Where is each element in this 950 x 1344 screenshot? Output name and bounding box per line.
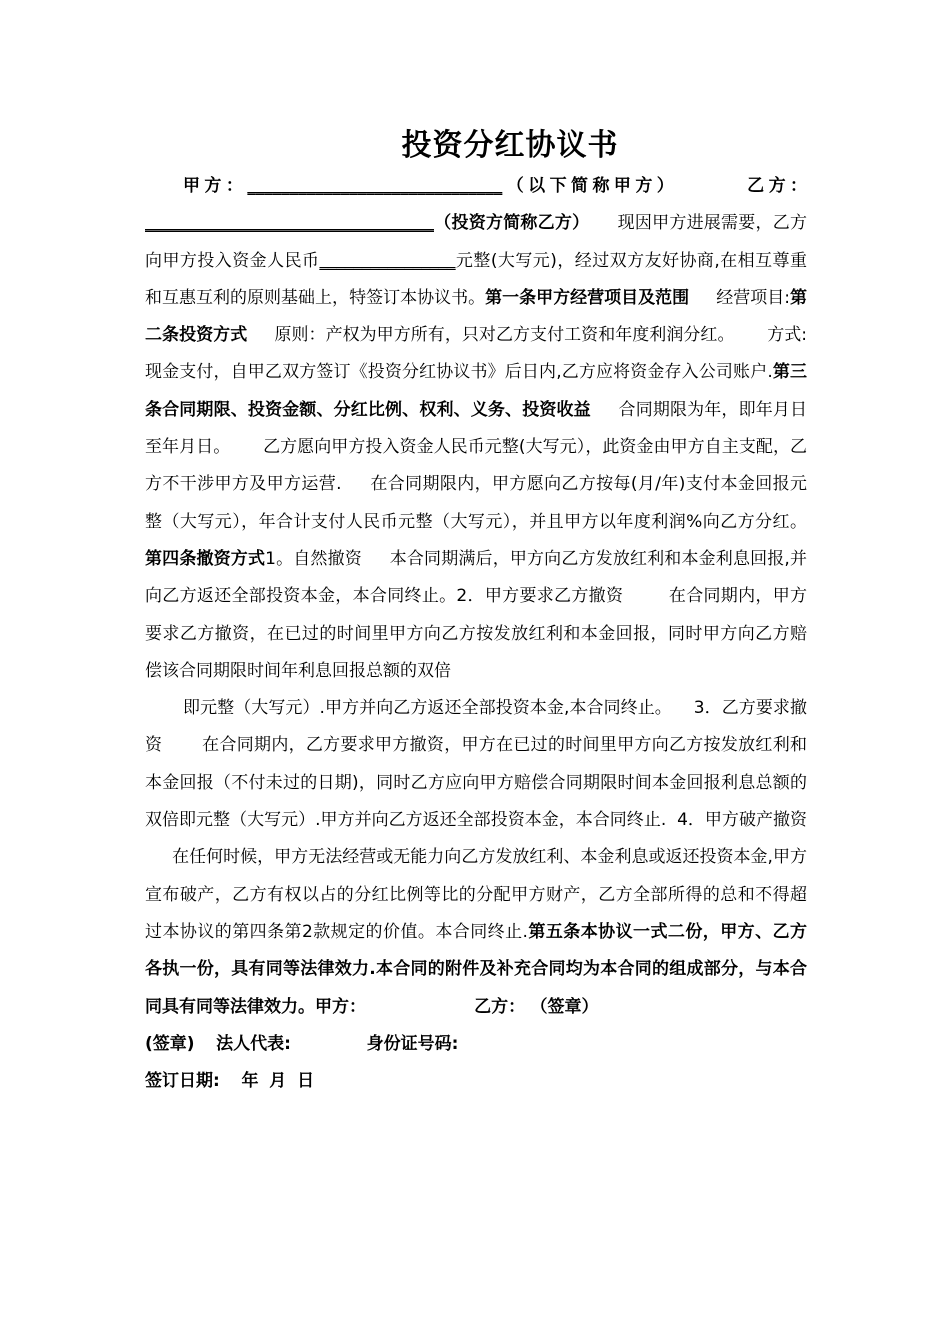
text-a-requires-tail: 即元整（大写元）.甲方并向乙方返还全部投资本金,本合同终止。 — [183, 698, 672, 719]
party-b-note: （投资方简称乙方） — [434, 213, 590, 234]
text-natural-withdraw: 1。自然撤资 — [265, 548, 362, 569]
text-a-requires-body: 在合同期内，甲方要求乙方撤资，在已过的时间里甲方向乙方按发放红利和本金回报，同时甲方向乙方赔偿该合同期限时间年利息回报总额的双倍 — [145, 586, 807, 681]
text-bankruptcy: 4．甲方破产撤资 — [677, 810, 807, 831]
text-natural-withdraw-body: 本合同期满后，甲方向乙方发放红利和本金利息回报,并向乙方返还全部投资本金，本合同终止。 — [145, 548, 807, 607]
sign-date-label: 签订日期: — [145, 1071, 220, 1092]
text-method: 方式:现金支付，自甲乙双方签订《投资分红协议书》后日内,乙方应将资金存入公司账户. — [145, 325, 807, 383]
article-3-heading: 第三条合同期限、投资金额、分红比例、权利、义务、投资收益 — [145, 362, 808, 420]
text-intro-2: 元整(大写元)，经过双方友好协商,在相互尊重和互惠互利的原则基础上，特签订本协议书。 — [145, 250, 808, 308]
seal-a: (签章) — [145, 1033, 195, 1054]
text-bankruptcy-body: 在任何时候，甲方无法经营或无能力向乙方发放红利、本金利息或返还投资本金,甲方宣布破产，乙方有权以占的分红比例等比的分配甲方财产，乙方全部所得的总和不得超过本协议的第四条第2款规定的价值。本合同终止. — [145, 847, 807, 942]
article-1-heading: 第一条甲方经营项目及范围 — [485, 287, 690, 308]
id-number-label: 身份证号码: — [366, 1033, 459, 1054]
article-4-heading: 第四条撤资方式 — [145, 548, 266, 569]
legal-representative-label: 法人代表: — [216, 1033, 291, 1054]
sign-party-b: 乙方： — [474, 996, 526, 1017]
document-body — [145, 168, 807, 1100]
text-a-requires: 2．甲方要求乙方撤资 — [456, 586, 624, 607]
text-b-requires: 3．乙方要求撤资 — [145, 698, 807, 756]
text-return: 在合同期限内，甲方愿向乙方按每(月/年)支付本金回报元整（大写元），年合计支付人民币元整（大写元），并且甲方以年度利润%向乙方分红。 — [145, 474, 807, 532]
party-b-blank-2: _____________________________ — [187, 213, 434, 234]
seal-b: （签章） — [530, 996, 599, 1017]
sign-party-a: 甲方： — [315, 996, 366, 1017]
text-b-requires-body: 在合同期内，乙方要求甲方撤资，甲方在已过的时间里甲方向乙方按发放红利和本金回报（不付未过的日期)，同时乙方应向甲方赔偿合同期限时间本金回报利息总额的双倍即元整（大写元）.甲方并向乙方返还全部投资本金，本合同终止. — [145, 735, 808, 831]
signature-line — [145, 1026, 807, 1063]
party-a-blank: ______________________________ — [247, 176, 503, 196]
party-b-label: 乙方： — [747, 176, 808, 196]
article-2-heading: 第二条投资方式 — [145, 287, 808, 346]
date-day: 日 — [297, 1071, 315, 1092]
paragraph-continued — [145, 690, 807, 1026]
paragraph-main — [145, 168, 807, 690]
party-b-blank: _____ — [145, 213, 188, 234]
date-month: 月 — [269, 1071, 287, 1092]
text-investment: 乙方愿向甲方投入资金人民币元整(大写元），此资金由甲方自主支配，乙方不干涉甲方及甲方运营. — [145, 437, 807, 495]
text-intro: 现因甲方进展需要，乙方向甲方投入资金人民币 — [145, 213, 807, 271]
article-5-heading: 第五条本协议一式二份，甲方、乙方各执一份，具有同等法律效力.本合同的附件及补充合同均为本合同的组成部分，与本合同具有同等法律效力。 — [145, 921, 808, 1017]
text-term: 合同期限为年，即年月日至年月日。 — [145, 399, 808, 458]
document-title: 投资分红协议书 — [401, 128, 619, 163]
date-line — [145, 1063, 807, 1100]
text-principle: 原则：产权为甲方所有，只对乙方支付工资和年度利润分红。 — [274, 325, 735, 346]
text-business-item: 经营项目: — [716, 287, 791, 308]
date-year: 年 — [241, 1071, 259, 1092]
party-a-label: 甲方： — [183, 176, 248, 196]
amount-blank: ________________ — [319, 250, 456, 271]
party-a-note: （以下简称甲方） — [502, 176, 679, 196]
